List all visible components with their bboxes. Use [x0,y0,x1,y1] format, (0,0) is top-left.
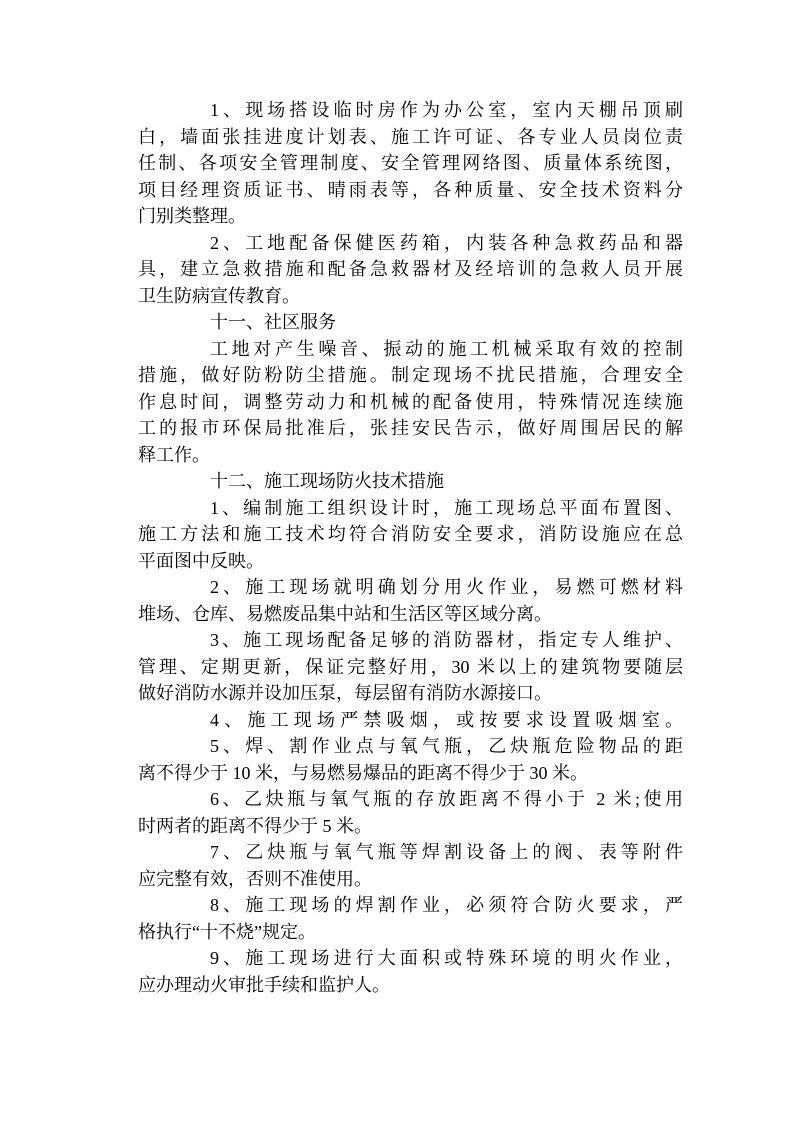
paragraph [138,892,683,945]
text-line: 离不得少于 10 米，与易燃易爆品的距离不得少于 30 米。 [138,762,588,783]
text-line: 任制、各项安全管理制度、安全管理网络图、质量体系统图， [138,153,683,173]
text-line: 十二、施工现场防火技术措施 [210,471,444,491]
text-line: 管理、定期更新，保证完整好用，30 米以上的建筑物要随层 [138,656,683,677]
text-line: 5、焊、割作业点与氧气瓶，乙炔瓶危险物品的距 [210,736,683,756]
paragraph [138,839,683,892]
text-line: 7、乙炔瓶与氧气瓶等焊割设备上的阀、表等附件 [210,842,683,862]
paragraph [138,230,683,310]
text-line: 3、施工现场配备足够的消防器材，指定专人维护、 [210,630,683,650]
paragraph [138,495,683,575]
text-line: 时两者的距离不得少于 5 米。 [138,815,372,836]
paragraph [138,945,683,998]
text-line: 1、现场搭设临时房作为办公室，室内天棚吊顶刷 [210,100,683,120]
section-heading [138,309,683,336]
text-line: 应完整有效，否则不准使用。 [138,868,372,889]
text-line: 2、工地配备保健医药箱，内装各种急救药品和器 [210,232,683,253]
text-line: 6、乙炔瓶与氧气瓶的存放距离不得小于 2 米;使用 [210,789,683,809]
text-line: 8、施工现场的焊割作业，必须符合防火要求，严 [210,895,683,915]
text-line: 项目经理资质证书、晴雨表等，各种质量、安全技术资料分 [138,179,683,200]
section-heading [138,468,683,495]
text-line: 释工作。 [138,444,210,465]
paragraph [138,733,683,786]
text-line: 工的报市环保局批准后，张挂安民告示，做好周围居民的解 [138,418,683,438]
text-line: 措施，做好防粉防尘措施。制定现场不扰民措施，合理安全 [138,365,683,385]
text-line: 具，建立急救措施和配备急救器材及经培训的急救人员开展 [138,259,683,279]
text-line: 9、施工现场进行大面积或特殊环境的明火作业， [210,948,683,968]
paragraph [138,627,683,707]
text-line: 施工方法和施工技术均符合消防安全要求，消防设施应在总 [138,524,683,544]
text-line: 门别类整理。 [138,206,246,226]
paragraph [138,97,683,230]
paragraph [138,336,683,469]
text-line: 格执行“十不烧”规定。 [138,921,316,942]
text-line: 2、施工现场就明确划分用火作业，易燃可燃材料 [210,577,683,597]
text-line: 平面图中反映。 [138,550,264,571]
text-line: 卫生防病宣传教育。 [138,285,300,306]
text-line: 4、施工现场严禁吸烟，或按要求设置吸烟室。 [210,709,683,730]
text-line: 应办理动火审批手续和监护人。 [138,974,390,995]
text-line: 1、编制施工组织设计时，施工现场总平面布置图、 [210,497,683,518]
text-line: 工地对产生噪音、振动的施工机械采取有效的控制 [210,338,683,359]
text-line: 十一、社区服务 [210,312,336,332]
text-line: 作息时间，调整劳动力和机械的配备使用，特殊情况连续施 [138,391,683,412]
text-line: 做好消防水源并设加压泵，每层留有消防水源接口。 [138,683,552,703]
document-page [138,97,683,998]
paragraph [138,786,683,839]
text-line: 白，墙面张挂进度计划表、施工许可证、各专业人员岗位责 [138,126,683,147]
paragraph [138,707,683,734]
paragraph [138,574,683,627]
text-line: 堆场、仓库、易燃废品集中站和生活区等区域分离。 [138,603,552,624]
